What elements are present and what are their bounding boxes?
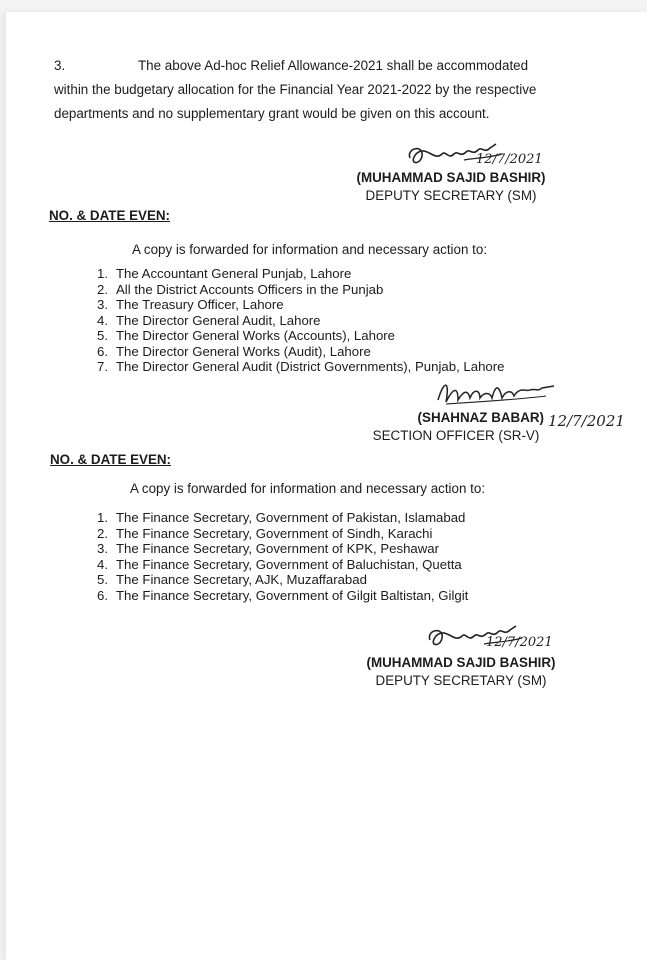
paragraph-line: departments and no supplementary grant would be given on this account. [54, 106, 490, 121]
signature-block [356, 654, 566, 690]
list-item: 1. The Finance Secretary, Government of Pakistan, Islamabad [97, 510, 466, 525]
handwritten-date: 12/7/2021 [486, 635, 553, 650]
signature-block [346, 169, 556, 205]
list-item: 6. The Director General Works (Audit), Lahore [97, 343, 371, 359]
list-item: 3. The Finance Secretary, Government of KPK, Peshawar [97, 541, 439, 556]
forwarding-intro: A copy is forwarded for information and necessary action to: [130, 481, 486, 496]
section-heading: NO. & DATE EVEN: [50, 452, 172, 467]
distribution-list [84, 510, 468, 603]
list-item: 5. The Director General Works (Accounts), Lahore [97, 328, 395, 343]
paragraph-line: within the budgetary allocation for the Financial Year 2021-2022 by the respective [54, 82, 537, 97]
forwarding-intro: A copy is forwarded for information and necessary action to: [132, 242, 488, 257]
signatory-name: (MUHAMMAD SAJID BASHIR) [356, 170, 546, 185]
document-page [6, 12, 647, 960]
handwritten-date: 12/7/2021 [548, 412, 625, 430]
signatory-designation: SECTION OFFICER (SR-V) [372, 428, 540, 443]
signatory-designation: DEPUTY SECRETARY (SM) [375, 673, 547, 688]
list-item: 1. The Accountant General Punjab, Lahore [97, 266, 352, 281]
list-item: 4. The Finance Secretary, Government of Baluchistan, Quetta [97, 556, 462, 572]
signatory-designation: DEPUTY SECRETARY (SM) [365, 188, 537, 203]
list-item: 3. The Treasury Officer, Lahore [97, 297, 284, 312]
list-item: 4. The Director General Audit, Lahore [97, 312, 321, 328]
list-item: 2. All the District Accounts Officers in the Punjab [97, 281, 384, 297]
signatory-name: (MUHAMMAD SAJID BASHIR) [366, 655, 556, 670]
signature-scribble [434, 376, 564, 410]
list-item: 7. The Director General Audit (District Governments), Punjab, Lahore [97, 359, 505, 374]
section-heading: NO. & DATE EVEN: [49, 208, 171, 223]
paragraph-line: The above Ad-hoc Relief Allowance-2021 shall be accommodated [138, 58, 529, 73]
list-item: 5. The Finance Secretary, AJK, Muzaffarabad [97, 572, 367, 587]
paragraph-3 [54, 54, 574, 126]
signature-block [376, 409, 544, 427]
list-item: 6. The Finance Secretary, Government of Gilgit Baltistan, Gilgit [97, 587, 469, 603]
handwritten-date: 12/7/2021 [476, 152, 543, 167]
signature-block [366, 427, 546, 445]
signatory-name: (SHAHNAZ BABAR) [417, 410, 544, 425]
paragraph-number: 3. [54, 58, 66, 73]
list-item: 2. The Finance Secretary, Government of Sindh, Karachi [97, 525, 433, 541]
distribution-list [84, 266, 504, 375]
